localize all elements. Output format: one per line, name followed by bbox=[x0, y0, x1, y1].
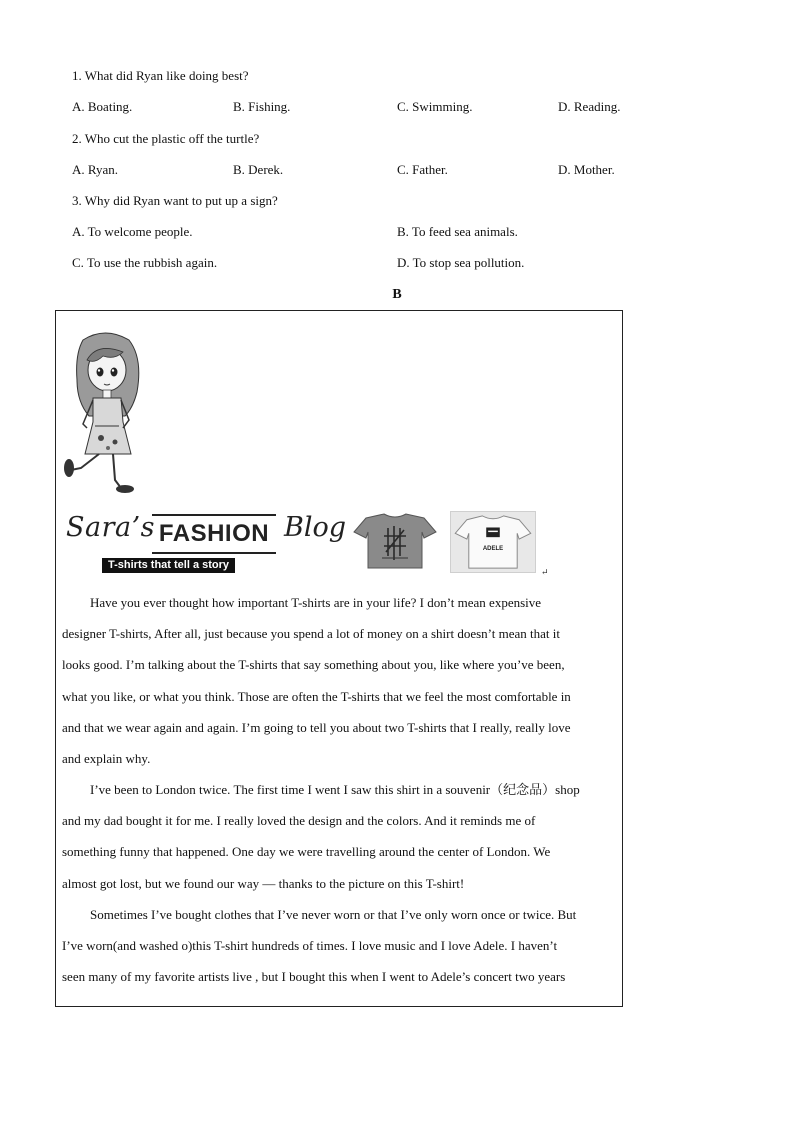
paragraph-3 bbox=[62, 899, 618, 993]
question-2-option-b: B. Derek. bbox=[233, 162, 284, 177]
question-1-option-d: D. Reading. bbox=[558, 99, 621, 114]
paragraph-1-line: what you like, or what you think. Those are often the T-shirts that we feel the most comfortable in bbox=[62, 688, 571, 704]
banner-blog-text: Blog bbox=[284, 512, 347, 543]
question-2-stem: 2. Who cut the plastic off the turtle? bbox=[72, 131, 260, 146]
question-1-option-c: C. Swimming. bbox=[397, 99, 473, 114]
question-2-option-a: A. Ryan. bbox=[72, 162, 119, 177]
adele-tshirt-image bbox=[450, 511, 536, 573]
paragraph-1-line: and that we wear again and again. I’m going to tell you about two T-shirts that I really, really love bbox=[62, 719, 571, 735]
question-1-option-a: A. Boating. bbox=[72, 99, 133, 114]
paragraph-2 bbox=[62, 774, 618, 899]
section-label: B bbox=[392, 287, 402, 302]
london-tshirt-image bbox=[352, 512, 438, 572]
paragraph-1 bbox=[62, 587, 618, 774]
paragraph-1-line: and explain why. bbox=[62, 751, 151, 767]
paragraph-2-line: and my dad bought it for me. I really loved the design and the colors. And it reminds me of bbox=[62, 813, 536, 829]
question-2-option-d: D. Mother. bbox=[558, 162, 615, 177]
banner-tagline: T-shirts that tell a story bbox=[102, 558, 235, 573]
banner-sara-text: Sara’s bbox=[66, 512, 156, 543]
banner-fashion-text: FASHION bbox=[152, 514, 276, 554]
question-3-option-c: C. To use the rubbish again. bbox=[72, 255, 218, 270]
paragraph-2-line: something funny that happened. One day we were travelling around the center of London. We bbox=[62, 844, 551, 860]
paragraph-1-line: looks good. I’m talking about the T-shirts that say something about you, like where you’ve been, bbox=[62, 657, 565, 673]
question-1-option-b: B. Fishing. bbox=[233, 99, 291, 114]
question-2-option-c: C. Father. bbox=[397, 162, 448, 177]
paragraph-1-line: designer T-shirts, After all, just because you spend a lot of money on a shirt doesn’t mean that it bbox=[62, 626, 560, 642]
paragraph-2-line: almost got lost, but we found our way — thanks to the picture on this T-shirt! bbox=[62, 875, 465, 891]
question-3-stem: 3. Why did Ryan want to put up a sign? bbox=[72, 193, 278, 208]
adele-shirt-print: ADELE bbox=[482, 546, 504, 552]
fashion-blog-banner bbox=[62, 506, 352, 576]
question-3-option-d: D. To stop sea pollution. bbox=[397, 255, 525, 270]
question-3-option-b: B. To feed sea animals. bbox=[397, 224, 518, 239]
paragraph-3-line: Sometimes I’ve bought clothes that I’ve never worn or that I’ve only worn once or twice. But bbox=[90, 907, 577, 922]
question-3-option-a: A. To welcome people. bbox=[72, 224, 193, 239]
paragraph-3-line: seen many of my favorite artists live , but I bought this when I went to Adele’s concert two years bbox=[62, 969, 566, 985]
question-1-stem: 1. What did Ryan like doing best? bbox=[72, 68, 249, 83]
paragraph-1-line: Have you ever thought how important T-shirts are in your life? I don’t mean expensive bbox=[90, 595, 542, 610]
return-mark-icon: ↵ bbox=[541, 567, 549, 577]
paragraph-2-line: I’ve been to London twice. The first time I went I saw this shirt in a souvenir（纪念品）shop bbox=[90, 782, 580, 797]
cartoon-girl-illustration bbox=[63, 330, 148, 495]
paragraph-3-line: I’ve worn(and washed o)this T-shirt hundreds of times. I love music and I love Adele. I haven’t bbox=[62, 938, 558, 954]
